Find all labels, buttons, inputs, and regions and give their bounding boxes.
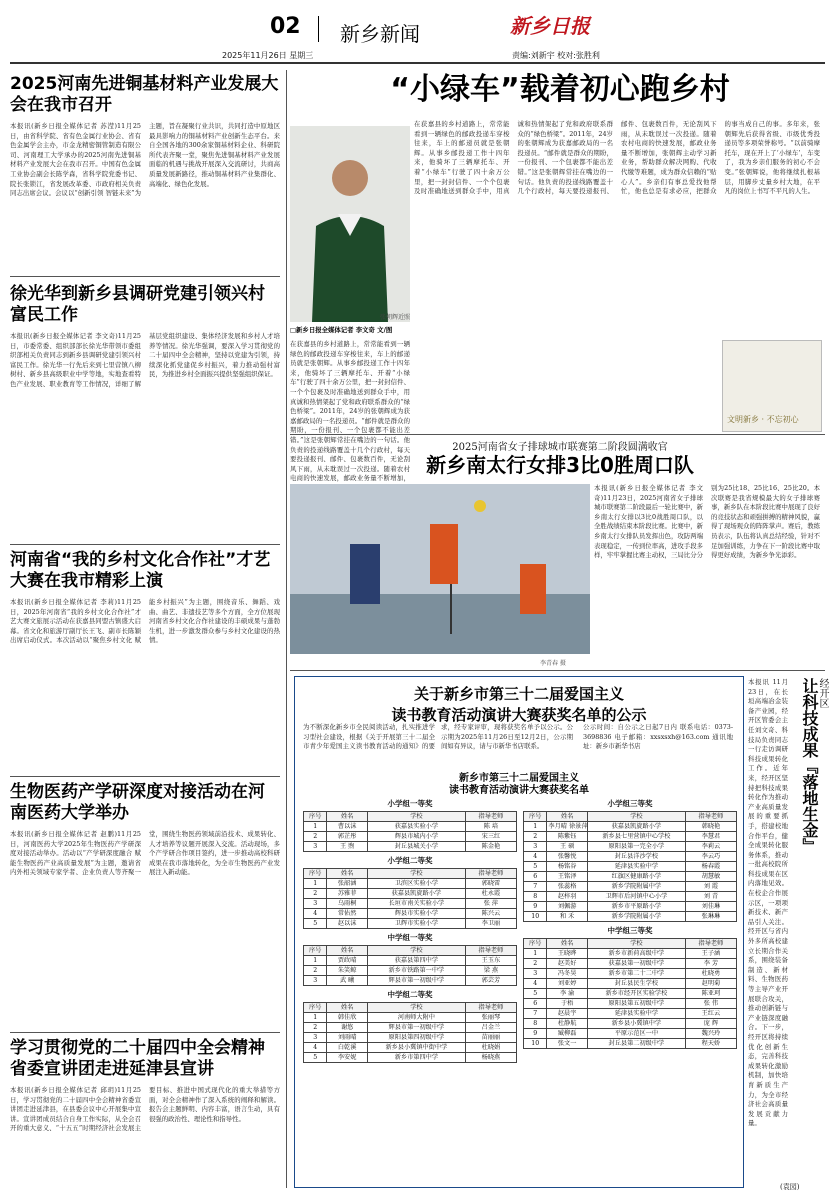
side-body: 本报讯 11月23日，在长垣高端冶金装备产业园，经开区管委会主任刘文奇、科技局负责同志一行走访调研科技成果转化工作。近年来，经开区坚持把科技成果转化作为推动产业高质量发展的重要抓手，搭建校地合作平台，健全成果转化服务体系，推动一批高校院所科技成果在区内落地见效。在校企合作展示区，一项项新技术、新产品引人关注。经开区与省内外多所高校建立长期合作关系，围绕装备制造、新材料、生物医药等主导产业开展联合攻关，推动创新链与产业链深度融合。下一步，经开区将持续优化创新生态，完善科技成果转化激励机制，加快培育新质生产力，为全市经济社会高质量发展贡献力量。 [748,678,788,1128]
table-cell: 于梧 [547,999,587,1009]
table-header-cell: 指导老师 [465,1003,516,1013]
table-header-row [304,869,517,879]
table-cell: 王 硕 [547,842,587,852]
table-cell: 辉县市第一初级中学 [367,976,465,986]
table-cell: 10 [524,1039,547,1049]
table-cell: 张韶涵 [327,879,367,889]
table-cell: 陈 培 [465,822,516,832]
table-row [304,1013,517,1023]
table-cell: 3 [524,969,547,979]
table-cell: 原阳县第四初级中学 [367,1033,465,1043]
table-cell: 5 [524,862,547,872]
main-byline: □新乡日报全媒体记者 李文奇 文/图 [290,326,393,334]
divider [290,434,825,435]
award-table [303,811,517,852]
table-cell: 李云巧 [685,852,736,862]
table-cell: 4 [524,979,547,989]
divider [10,1032,280,1033]
table-cell: 1 [304,822,327,832]
header-editor: 责编:刘新宇 校对:张胜利 [512,51,600,60]
table-cell: 陈亚珂 [685,989,736,999]
table-cell: 刘雨晴 [327,1033,367,1043]
table-cell: 获嘉县凯旋路小学 [587,822,685,832]
article-bio [10,782,280,1034]
table-cell: 新乡市铁路第一中学 [367,966,465,976]
table-cell: 1 [304,1013,327,1023]
table-cell: 封丘县民生学校 [587,979,685,989]
table-cell: 延津县实验中学 [587,862,685,872]
table-cell: 新乡市经开区实验学校 [587,989,685,999]
table-row [304,919,517,929]
table-cell: 乌雨桐 [327,899,367,909]
table-cell: 赵以沫 [327,919,367,929]
divider [10,544,280,545]
table-header-cell: 学校 [587,812,685,822]
table-cell: 贾政晴 [327,956,367,966]
divider [10,776,280,777]
table-header-cell: 序号 [304,1003,327,1013]
table-cell: 3 [304,976,327,986]
table-cell: 新乡市平原路小学 [587,902,685,912]
column-divider [286,70,287,1188]
table-header-row [524,939,737,949]
table-cell: 刘佩游 [547,902,587,912]
table-row [524,832,737,842]
table-cell: 李安妮 [327,1053,367,1063]
table-cell: 李 渝 [547,989,587,999]
notice-box [294,676,744,1188]
table-cell: 6 [524,999,547,1009]
table-header-cell: 姓名 [327,812,367,822]
divider [290,670,825,671]
article-title: 河南省“我的乡村文化合作社”才艺大赛在我市精彩上演 [10,550,271,591]
masthead [0,0,835,70]
main-body: 在获嘉县的乡村道路上，常常能看到一辆绿色的邮政投递车穿梭往来，车上的邮递员就是张朝辉。从事乡邮投递工作十四年来，他骑坏了三辆摩托车、开着“小绿车”行驶了四十余万公里，把一封封信件、一个个包裹及时准确地送到群众手中，用真诚和热情架起了党和政府联系群众的“绿色桥梁”。2011年，24岁的张朝辉成为获嘉邮政局的一名投递员。“邮件就是群众的期盼，一份报刊、一个包裹都不能出差错。”这是张朝辉常挂在嘴边的一句话。他负责的投递线路覆盖十几个行政村，每天要投递报刊、邮件、包裹数百件，无论刮风下雨，从未耽误过一次投递。随着农村电商的快速发展，邮政业务量不断增加，张朝辉主动学习新业务，帮助群众解决网购、代收代缴等难题，成为群众信赖的“贴心人”。乡亲们有事总爱找他帮忙，他也总是有求必应，把群众的事当成自己的事。多年来，张朝辉先后获得省级、市级优秀投递员等多项荣誉称号。“以前骑摩托车，现在开上了‘小绿车’，车变了，我为乡亲们服务的初心不会变。”张朝辉说，他将继续扎根基层，用脚步丈量乡村大地，在平凡的岗位上书写不平凡的人生。 [414,120,820,196]
table-row [304,822,517,832]
table-cell: 苏雅菲 [327,889,367,899]
table-cell: 2 [304,889,327,899]
table-cell: 王子涵 [685,949,736,959]
table-row [304,1033,517,1043]
header-rule [10,62,825,64]
table-row [524,822,737,832]
notice-intro: 为不断深化新乡市全民阅读活动，扎实推进学习型社会建设，根据《关于开展第三十二届全市青少年爱国主义读书教育活动的通知》的要求，经专家评审，现将获奖名单予以公示。公示期为2025年11月26日至12月2日，公示期间如有异议，请与市新华书店联系。 [303,723,573,751]
left-column [10,70,280,1188]
table-row [524,1009,737,1019]
table-cell: 郭芸芳 [465,976,516,986]
table-header-row [304,812,517,822]
ad-text: 文明新乡 · 不忘初心 [727,415,799,424]
table-header-cell: 学校 [367,812,465,822]
table-row [304,832,517,842]
table-cell: 赵晨宇 [547,1009,587,1019]
table-header-cell: 姓名 [327,1003,367,1013]
table-cell: 魏兴玲 [685,1029,736,1039]
table-cell: 张琳琳 [685,912,736,922]
table-cell: 冯冬昊 [547,969,587,979]
table-row [304,956,517,966]
table-row [524,862,737,872]
table-row [524,989,737,999]
table-cell: 朱笑鲸 [327,966,367,976]
table-cell: 1 [524,822,547,832]
award-table [523,811,737,922]
table-cell: 新乡学院附属小学 [587,912,685,922]
side-kicker: 经开区 [817,678,828,708]
sport-photo-caption: 李青春 摄 [540,660,566,667]
table-cell: 河南师大附中 [367,1013,465,1023]
table-cell: 长垣市南关实验小学 [367,899,465,909]
table-cell: 延津县实验中学 [587,1009,685,1019]
table-row [304,899,517,909]
main-photo [290,126,410,322]
table-cell: 9 [524,1029,547,1039]
table-cell: 新乡县小冀镇中街中学 [367,1043,465,1053]
footer-note: (袁园) [780,1183,800,1191]
side-title: 让科技成果『落地生金』 [800,678,819,854]
table-cell: 李卫丽 [465,919,516,929]
table-cell: 赵美好 [547,959,587,969]
table-row [524,1029,737,1039]
table-row [524,842,737,852]
table-row [524,902,737,912]
award-table [303,1002,517,1063]
table-row [524,959,737,969]
table-header-cell: 序号 [304,869,327,879]
tables-left [303,795,517,1063]
article-xu [10,284,280,544]
table-cell: 5 [304,919,327,929]
table-cell: 刘 霞 [685,882,736,892]
table-cell: 吕金兰 [465,1023,516,1033]
article-title: 徐光华到新乡县调研党建引领兴村富民工作 [10,284,265,325]
table-cell: 辉县市城内小学 [367,832,465,842]
table-row [304,842,517,852]
table-cell: 1 [304,956,327,966]
table-cell: 红旗区健康路小学 [587,872,685,882]
table-cell: 李 芳 [685,959,736,969]
table-row [524,999,737,1009]
table-cell: 韩佳欣 [327,1013,367,1023]
article-body: 本报讯(新乡日报全媒体记者 李莉)11月25日，2025年河南省“我的乡村文化合作社”才艺大赛文旅展示活动在获嘉县同盟古镇盛大启幕。省文化和旅游厅副厅长王飞、副市长陈颖出席启动仪式。本次活动以“聚焦乡村文化 赋能乡村振兴”为主题，围绕音乐、舞蹈、戏曲、曲艺、非遗技艺等多个方面，全方位展现河南省乡村文化合作社建设的丰硕成果与蓬勃生机，进一步激发群众参与乡村文化建设的热情。 [10,598,280,645]
table-cell: 7 [524,1009,547,1019]
table-header-row [304,946,517,956]
page-number: 02 [270,14,301,39]
table-cell: 3 [304,842,327,852]
table-cell: 3 [304,1033,327,1043]
table-cell: 封丘县第二初级中学 [587,1039,685,1049]
article-culture [10,550,280,776]
table-header-cell: 指导老师 [465,869,516,879]
table-cell: 杜晓娟 [465,1043,516,1053]
table-cell: 10 [524,912,547,922]
table-header-cell: 指导老师 [465,812,516,822]
table-cell: 新乡市新荷高级中学 [587,949,685,959]
table-row [304,889,517,899]
table-cell: 常佑然 [327,909,367,919]
table-row [524,892,737,902]
article-title: 2025河南先进铜基材料产业发展大会在我市召开 [10,74,279,115]
article-body: 本报讯(新乡日报全媒体记者 李文奇)11月25日，市委常委、组织部部长徐光华带领市委组织部相关负责同志到新乡县调研党建引领兴村富民工作。徐光华一行先后来到七里营镇八柳树村、新乡县高级职业中学等地，实地查看特色产业发展、职业教育等工作情况，详细了解基层党组织建设、集体经济发展和乡村人才培养等情况。徐光华强调，要深入学习贯彻党的二十届四中全会精神，坚持以党建为引领，持续深化抓党建促乡村振兴，着力推动强村富民，为推进乡村全面振兴提供坚强组织保证。 [10,332,280,388]
article-body: 本报讯(新乡日报全媒体记者 赵鹏)11月25日，河南医药大学2025年生物医药产学研深度对接活动举办。活动以“产学研深度融合 赋能生物医药产业高质量发展”为主题，邀请省内外相关领域专家学者、企业负责人等齐聚一堂，围绕生物医药领域前沿技术、成果转化、人才培养等议题开展深入交流。活动现场，多个产学研合作项目签约，进一步推动高校科研成果在我市落地转化，为全市生物医药产业发展注入新动能。 [10,830,280,877]
main-body-left: 在获嘉县的乡村道路上，常常能看到一辆绿色的邮政投递车穿梭往来，车上的邮递员就是张朝辉。从事乡邮投递工作十四年来，他骑坏了三辆摩托车、开着“小绿车”行驶了四十余万公里，把一封封信件、一个个包裹及时准确地送到群众手中，用真诚和热情架起了党和政府联系群众的“绿色桥梁”。2011年，24岁的张朝辉成为获嘉邮政局的一名投递员。“邮件就是群众的期盼，一份报刊、一个包裹都不能出差错。”这是张朝辉常挂在嘴边的一句话。他负责的投递线路覆盖十几个行政村，每天要投递报刊、邮件、包裹数百件，无论刮风下雨，从未耽误过一次投递。随着农村电商的快速发展，邮政业务量不断增加， [290,340,410,483]
table-header-cell: 学校 [367,1003,465,1013]
table-cell: 刘 青 [685,892,736,902]
divider [10,276,280,277]
table-row [304,966,517,976]
table-cell: 3 [304,899,327,909]
table-row [524,912,737,922]
table-header-cell: 指导老师 [465,946,516,956]
table-cell: 张丽琴 [465,1013,516,1023]
table-cell: 4 [524,852,547,862]
table-cell: 5 [304,1053,327,1063]
award-section-label: 中学组二等奖 [387,990,433,999]
table-cell: 郭芷彤 [327,832,367,842]
table-cell: 新乡学院附属中学 [587,882,685,892]
table-cell: 3 [524,842,547,852]
logo: 新乡日报 [510,14,590,38]
sport-kicker: 2025河南省女子排球城市联赛第二阶段圆满收官 [452,442,668,453]
table-row [524,979,737,989]
table-header-cell: 指导老师 [685,812,736,822]
article-title: 学习贯彻党的二十届四中全会精神省委宣讲团走进延津县宣讲 [10,1038,265,1079]
table-cell: 7 [524,882,547,892]
portrait-image [290,126,410,322]
main-title: “小绿车”载着初心跑乡村 [390,72,730,107]
table-cell: 赵梓羽 [547,892,587,902]
table-cell: 胡慧敏 [685,872,736,882]
table-cell: 程天娇 [685,1039,736,1049]
table-header-cell: 序号 [524,812,547,822]
table-cell: 臧柳磊 [547,1029,587,1039]
table-cell: 2 [304,832,327,842]
table-row [304,1023,517,1033]
table-cell: 4 [304,1043,327,1053]
table-header-cell: 姓名 [327,869,367,879]
table-cell: 韩晓艳 [685,822,736,832]
table-cell: 李慧君 [685,832,736,842]
table-cell: 杨晓燕 [465,1053,516,1063]
award-section-label: 小学组二等奖 [387,856,433,865]
table-cell: 新乡县七里营镇中心学校 [587,832,685,842]
table-header-cell: 学校 [367,869,465,879]
table-header-cell: 序号 [304,946,327,956]
table-cell: 陈兴云 [465,909,516,919]
table-cell: 1 [524,949,547,959]
table-cell: 武 曦 [327,976,367,986]
table-row [524,949,737,959]
table-cell: 宋三红 [465,832,516,842]
table-cell: 2 [304,1023,327,1033]
table-cell: 和 禾 [547,912,587,922]
table-cell: 王 煦 [327,842,367,852]
table-cell: 5 [524,989,547,999]
award-section-label: 中学组三等奖 [607,926,653,935]
notice-contact: 公示时间：自公示之日起7日内 联系电话：0373-3698836 电子邮箱：xxsxsxh@163.com 通讯地址：新乡市新华书店 [583,723,733,751]
table-cell: 2 [304,966,327,976]
table-cell: 获嘉县实验小学 [367,822,465,832]
table-header-row [304,1003,517,1013]
table-cell: 郭晓雷 [465,879,516,889]
table-row [304,976,517,986]
article-copper [10,74,280,276]
table-cell: 刘亚婷 [547,979,587,989]
table-cell: 张 萍 [465,899,516,909]
table-cell: 平原示范区一中 [587,1029,685,1039]
table-row [304,909,517,919]
table-cell: 卫辉市后河镇中心小学 [587,892,685,902]
table-cell: 6 [524,872,547,882]
table-cell: 获嘉县第四中学 [367,956,465,966]
table-cell: 王铭泽 [547,872,587,882]
sport-photo [290,484,590,654]
table-cell: 王玉东 [465,956,516,966]
table-header-cell: 姓名 [547,812,587,822]
table-row [524,969,737,979]
table-cell: 辉县市实验小学 [367,909,465,919]
table-cell: 曹以沫 [327,822,367,832]
award-section-label: 中学组一等奖 [387,933,433,942]
table-cell: 新乡市第二十二中学 [587,969,685,979]
table-header-cell: 姓名 [547,939,587,949]
table-header-cell: 指导老师 [685,939,736,949]
table-cell: 原阳县第一完全小学 [587,842,685,852]
article-lecture [10,1038,280,1188]
table-cell: 4 [304,909,327,919]
table-cell: 刘佳琳 [685,902,736,912]
table-row [524,872,737,882]
table-cell: 杜晓勇 [685,969,736,979]
award-table [523,938,737,1049]
volleyball-image [290,484,590,654]
table-cell: 杜永霞 [465,889,516,899]
table-header-cell: 序号 [304,812,327,822]
award-table [303,945,517,986]
table-row [524,882,737,892]
page-number-divider [318,16,319,42]
table-cell: 杜静航 [547,1019,587,1029]
table-row [304,1043,517,1053]
table-cell: 封丘县洋沙学校 [587,852,685,862]
table-header-row [524,812,737,822]
table-cell: 获嘉县凯旋路小学 [367,889,465,899]
table-cell: 杨春霞 [685,862,736,872]
table-row [304,1053,517,1063]
table-cell: 庞 辉 [685,1019,736,1029]
table-header-cell: 学校 [367,946,465,956]
table-cell: 苗丽丽 [465,1033,516,1043]
photo-caption: 张朝辉近照 [380,314,411,321]
table-row [524,852,737,862]
table-cell: 8 [524,892,547,902]
table-cell: 张 伟 [685,999,736,1009]
notice-title-2: 读书教育活动演讲大赛获奖名单的公示 [391,706,647,724]
table-cell: 原阳县第五初级中学 [587,999,685,1009]
table-cell: 1 [304,879,327,889]
table-cell: 封丘县城关小学 [367,842,465,852]
table-cell: 李莉云 [685,842,736,852]
table-cell: 辉县市第一初级中学 [367,1023,465,1033]
ad-banner [722,340,822,432]
section-name: 新乡新闻 [340,22,420,46]
article-body: 本报讯(新乡日报全媒体记者 邱玥)11月25日，学习贯彻党的二十届四中全会精神省委宣讲团走进延津县，在县委会议中心开展集中宣讲。宣讲团成员结合自身工作实际，从全会召开的重大意义、“十五五”时期经济社会发展主要目标、推进中国式现代化的重大举措等方面，对全会精神作了深入系统的阐释和解读。报告会主题鲜明、内容丰富，语言生动，具有很强的政治性、理论性和指导性。 [10,1086,280,1133]
table-header-cell: 姓名 [327,946,367,956]
table-cell: 李月晴 徐景萍 [548,823,588,830]
table-cell: 卫滨区实验小学 [367,879,465,889]
table-cell: 2 [524,959,547,969]
notice-title: 关于新乡市第三十二届爱国主义 [413,685,624,703]
tables-right [523,795,737,1049]
article-body: 本报讯(新乡日报全媒体记者 苏滢)11月25日，由省科学院、省有色金属行业协会、省有色金属学会主办，市金龙精密铜管制造有限公司、河南理工大学承办的2025河南先进铜基材料产业发展大会在我市召开。中国有色金属工业协会副会长陈学森，省科学院党委书记、院长张锁江，省发展改革委、市政府相关负责同志出席会议。会议以“创新引领 智链未来”为主题，旨在凝聚行业共识，共同打造中原地区最具影响力的铜基材料产业创新生态平台。来自全国各地的300余家铜基材料企业、科研院所代表齐聚一堂，聚焦先进铜基材料产业发展面临的机遇与挑战开展深入交流研讨，共商高质量发展新路径，推动铜基材料产业集群化、高端化、绿色化发展。 [10,122,280,198]
table-row [524,1019,737,1029]
table-cell: 梁 燕 [465,966,516,976]
article-title: 生物医药产学研深度对接活动在河南医药大学举办 [10,782,265,823]
award-section-label: 小学组三等奖 [607,799,653,808]
award-table [303,868,517,929]
header-date: 2025年11月26日 星期三 [222,51,314,60]
table-cell: 张馨悦 [547,852,587,862]
table-cell: 新乡市第四中学 [367,1053,465,1063]
table-header-cell: 序号 [524,939,547,949]
table-header-cell: 学校 [587,939,685,949]
table-cell: 新乡县小冀镇中学 [587,1019,685,1029]
table-cell: 陈金艳 [465,842,516,852]
table-cell: 2 [524,832,547,842]
table-cell: 王晓晔 [547,949,587,959]
list-title-2: 读书教育活动演讲大赛获奖名单 [449,785,589,796]
table-cell: 陈紫钰 [547,832,587,842]
table-cell: 王红云 [685,1009,736,1019]
table-cell: 张蕊格 [547,882,587,892]
table-cell: 8 [524,1019,547,1029]
table-row [304,879,517,889]
table-cell: 卫辉市实验小学 [367,919,465,929]
table-cell: 白乾溪 [327,1043,367,1053]
list-title: 新乡市第三十二届爱国主义 [459,773,579,784]
table-row [524,1039,737,1049]
sport-body: 本报讯(新乡日报全媒体记者 李文奇)11月23日，2025河南省女子排球城市联赛第二阶段最后一轮比赛中，新乡南太行女排以3比0战胜周口队，以全胜战绩结束本阶段比赛。比赛中，新乡南太行女排队员发挥出色，攻防两端表现稳定，一传到位率高，进攻手段多样，牢牢掌握比赛主动权，三局比分分别为25比18、25比16、25比20。本次联赛是我省规模最大的女子排球赛事，新乡队在本阶段比赛中展现了良好的竞技状态和顽强拼搏的精神风貌，赢得了现场观众的阵阵掌声。赛后，教练员表示，队伍将认真总结经验，针对不足加强训练，力争在下一阶段比赛中取得更好成绩，为新乡争光添彩。 [594,484,820,560]
sport-title: 新乡南太行女排3比0胜周口队 [426,453,694,477]
table-cell: 张文一 [547,1039,587,1049]
table-cell: 谢悠 [327,1023,367,1033]
award-section-label: 小学组一等奖 [387,799,433,808]
table-cell: 获嘉县第一初级中学 [587,959,685,969]
table-cell: 杨铭谷 [547,862,587,872]
table-cell: 赵明菊 [685,979,736,989]
table-cell: 9 [524,902,547,912]
